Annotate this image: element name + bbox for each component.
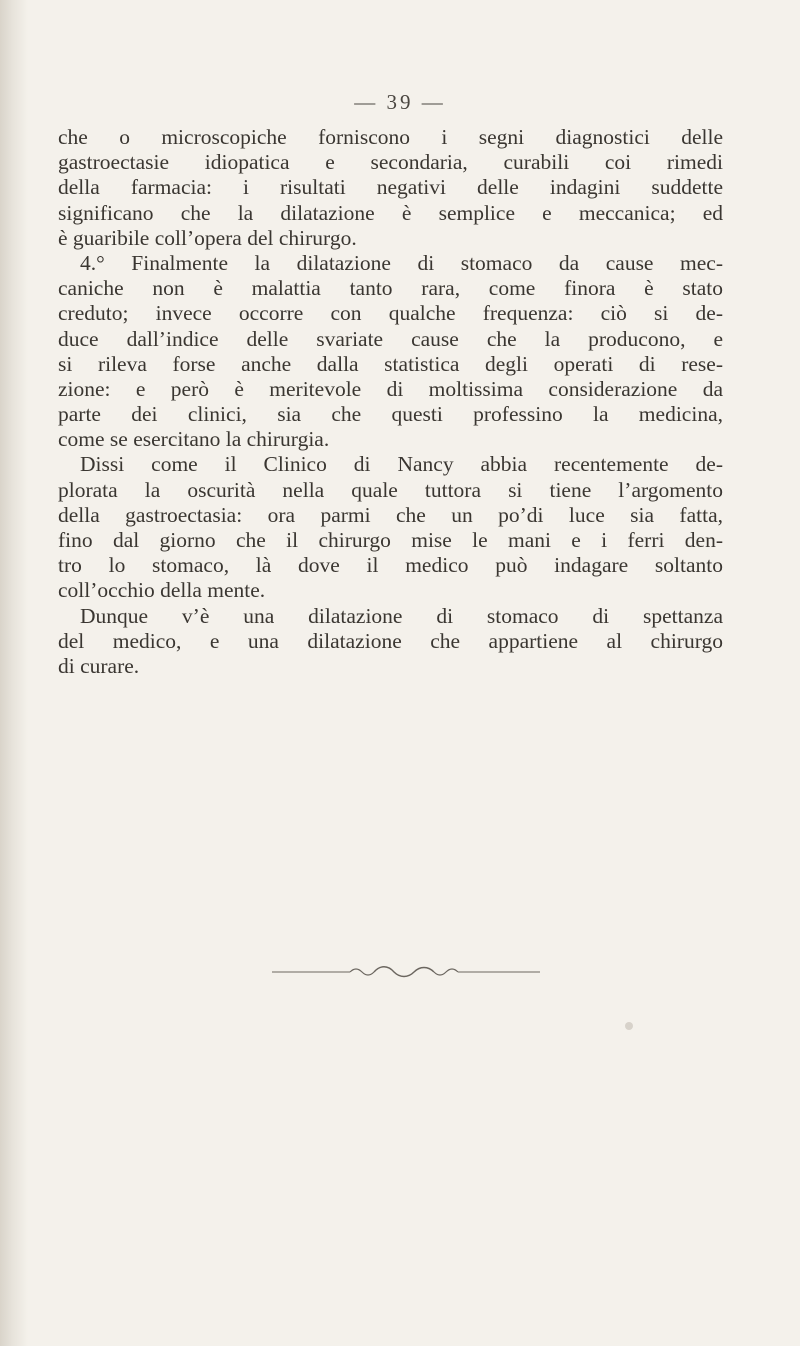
text-line: tro lo stomaco, là dove il medico può indagare soltanto [58,553,723,578]
text-line: duce dall’indice delle svariate cause che la producono, e [58,326,723,351]
text-line: Dunque v’è una dilatazione di stomaco di spettanza [80,603,723,628]
text-line: creduto; invece occorre con qualche frequenza: ciò si de- [58,301,723,326]
binding-shadow [0,0,28,1346]
text-line: fino dal giorno che il chirurgo mise le mani e i ferri den- [58,528,723,552]
text-line: Dissi come il Clinico di Nancy abbia recentemente de- [80,452,723,477]
text-line: zione: e però è meritevole di moltissima considerazione da [58,376,723,401]
text-line: parte dei clinici, sia che questi professino la medicina, [58,402,723,427]
text-line: come se esercitano la chirurgia. [58,427,330,452]
text-line: gastroectasie idiopatica e secondaria, curabili coi rimedi [58,150,723,175]
text-line: che o microscopiche forniscono i segni diagnostici delle [58,125,723,149]
paper-speck [625,1022,633,1030]
text-line: si rileva forse anche dalla statistica degli operati di rese- [58,351,723,376]
text-line: 4.° Finalmente la dilatazione di stomaco da cause mec- [80,250,723,275]
text-line: della farmacia: i risultati negativi delle indagini suddette [58,175,723,200]
decorative-rule [272,965,540,979]
text-line: della gastroectasia: ora parmi che un po’di luce sia fatta, [58,502,723,527]
text-line: è guaribile coll’opera del chirurgo. [58,225,357,250]
text-line: caniche non è malattia tanto rara, come finora è stato [58,276,723,301]
text-line: plorata la oscurità nella quale tuttora si tiene l’argomento [58,477,723,502]
text-line: significano che la dilatazione è semplice e meccanica; ed [58,200,723,225]
text-line: coll’occhio della mente. [58,578,266,603]
body-text [58,125,723,679]
page-number: — 39 — [354,90,446,114]
text-line: di curare. [58,653,140,678]
text-line: del medico, e una dilatazione che appartiene al chirurgo [58,628,723,653]
